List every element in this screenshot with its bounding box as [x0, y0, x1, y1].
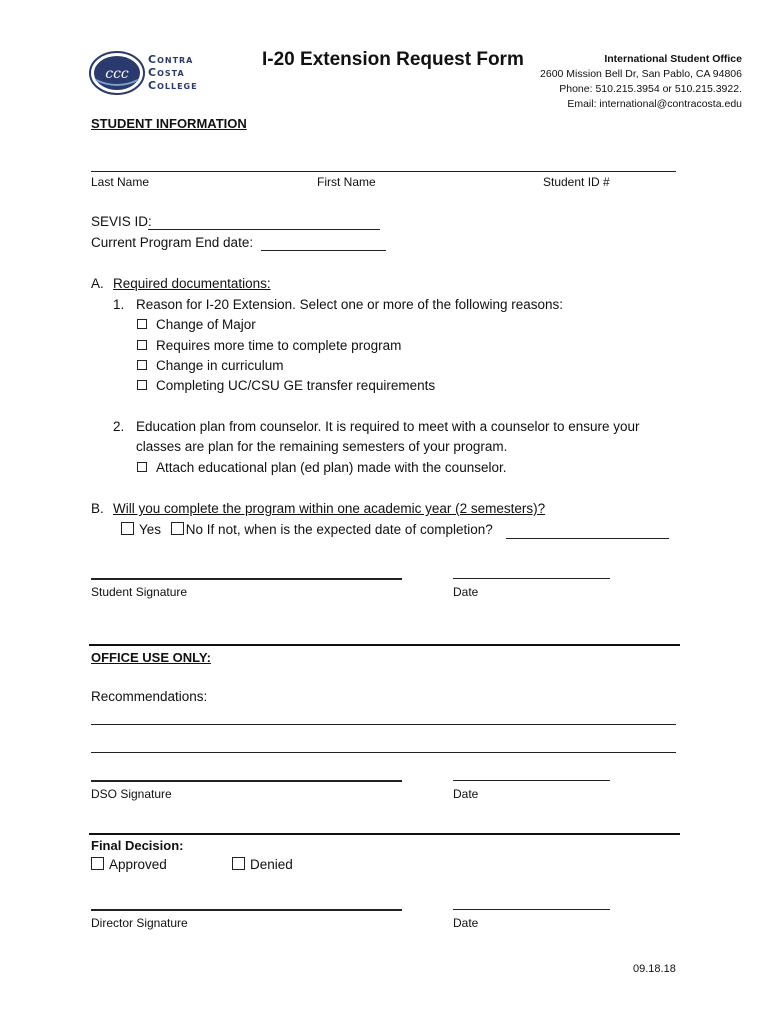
recommendations-line-2[interactable] — [91, 752, 676, 753]
student-date-label: Date — [453, 585, 479, 599]
dso-signature-label: DSO Signature — [91, 787, 172, 801]
yes-checkbox[interactable] — [121, 522, 134, 535]
sevis-label: SEVIS ID: — [91, 214, 152, 229]
reason-more-time[interactable]: Requires more time to complete program — [137, 338, 401, 353]
student-id-label: Student ID # — [543, 175, 610, 189]
office-name: International Student Office — [604, 53, 742, 65]
logo-line-2: Costa — [148, 66, 185, 79]
office-address: 2600 Mission Bell Dr, San Pablo, CA 94806 — [540, 68, 742, 80]
final-decision-heading: Final Decision: — [91, 838, 184, 853]
form-version: 09.18.18 — [633, 963, 676, 975]
office-phone: Phone: 510.215.3954 or 510.215.3922. — [559, 83, 742, 95]
approved-checkbox[interactable] — [91, 857, 104, 870]
section-a-letter: A. — [91, 276, 104, 291]
denied-checkbox[interactable] — [232, 857, 245, 870]
section-b-question: Will you complete the program within one academic year (2 semesters)? — [113, 501, 546, 516]
office-use-heading: OFFICE USE ONLY: — [91, 650, 211, 665]
student-signature-line[interactable] — [91, 578, 402, 580]
director-date-label: Date — [453, 916, 479, 930]
no-label: No If not, when is the expected date of completion? — [185, 522, 493, 537]
approved-option[interactable]: Approved — [91, 857, 167, 872]
recommendations-line-1[interactable] — [91, 724, 676, 725]
completion-date-field[interactable] — [506, 538, 669, 539]
student-signature-label: Student Signature — [91, 585, 188, 599]
last-name-label: Last Name — [91, 175, 150, 189]
recommendations-label: Recommendations: — [91, 689, 208, 704]
checkbox[interactable] — [137, 319, 147, 329]
reason-change-major[interactable]: Change of Major — [137, 317, 256, 332]
student-date-line[interactable] — [453, 578, 610, 579]
item-1-text: Reason for I-20 Extension. Select one or more of the following reasons: — [136, 297, 563, 312]
item-2-line-2: classes are plan for the remaining semesters of your program. — [136, 439, 508, 454]
logo-line-1: Contra — [148, 53, 194, 66]
director-signature-label: Director Signature — [91, 916, 188, 930]
checkbox[interactable] — [137, 360, 147, 370]
reason-curriculum[interactable]: Change in curriculum — [137, 358, 284, 373]
no-checkbox[interactable] — [171, 522, 184, 535]
section-a-title: Required documentations: — [113, 276, 271, 291]
attach-ed-plan[interactable]: Attach educational plan (ed plan) made with the counselor. — [137, 460, 506, 475]
logo-line-3: College — [148, 79, 198, 92]
item-1-number: 1. — [113, 297, 125, 312]
college-seal-icon — [88, 50, 146, 96]
section-b-letter: B. — [91, 501, 104, 516]
director-date-line[interactable] — [453, 909, 610, 910]
checkbox[interactable] — [137, 462, 147, 472]
item-2-line-1: Education plan from counselor. It is required to meet with a counselor to ensure your — [136, 419, 640, 434]
item-2-number: 2. — [113, 419, 125, 434]
dso-date-label: Date — [453, 787, 479, 801]
program-end-field[interactable] — [261, 250, 386, 251]
divider — [89, 833, 680, 835]
program-end-label: Current Program End date: — [91, 235, 254, 250]
sevis-field[interactable] — [148, 229, 380, 230]
divider — [89, 644, 680, 646]
office-contact — [540, 52, 742, 112]
name-line[interactable] — [91, 171, 676, 172]
student-info-heading: STUDENT INFORMATION — [91, 116, 247, 131]
checkbox[interactable] — [137, 380, 147, 390]
completion-options — [121, 522, 493, 537]
dso-signature-line[interactable] — [91, 780, 402, 782]
office-email: Email: international@contracosta.edu — [567, 98, 742, 110]
svg-text:ccc: ccc — [105, 66, 129, 82]
first-name-label: First Name — [317, 175, 376, 189]
college-logo — [88, 50, 213, 100]
dso-date-line[interactable] — [453, 780, 610, 781]
director-signature-line[interactable] — [91, 909, 402, 911]
form-title: I-20 Extension Request Form — [262, 49, 524, 70]
yes-label: Yes — [139, 522, 162, 537]
checkbox[interactable] — [137, 340, 147, 350]
denied-option[interactable]: Denied — [232, 857, 293, 872]
reason-transfer[interactable]: Completing UC/CSU GE transfer requirements — [137, 378, 435, 393]
